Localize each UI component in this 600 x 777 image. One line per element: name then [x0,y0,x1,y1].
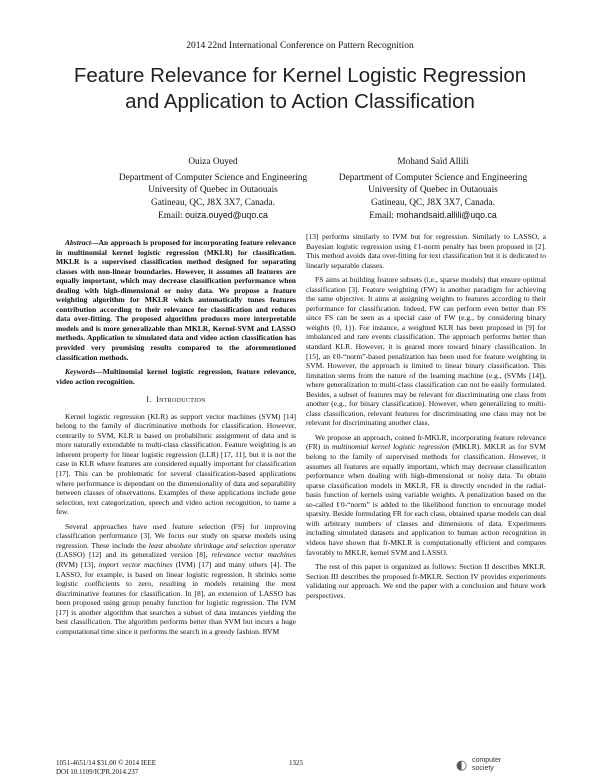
left-column [56,238,296,641]
author-address: Gatineau, QC, J8X 3X7, Canada. [371,197,495,208]
text-run: (MKLR). MKLR as for SVM belong to the family of supervised methods for classification. However, it assumes all features are equally important, which may decrease classification performance when dealing with high-dimensional or noisy data. To obtain sparse classification models in MKLR, FR is directly encoded in the radial-basis function of kernels using variable weights. A penalization based on the so-called ℓ0-“norm” is added to the likelihood function to encourage model sparsity. Beside formulating FR for each class, obtained sparse models can deal with arbitrary numbers of classes and dimensions of data. Experiments including simulated datasets and application to human action recognition in videos have shown that fr-MKLR is computationally efficient and compares favorably to MKLR, kernel SVM and LASSO. [306,442,546,557]
right-column [306,232,546,605]
logo-line-2: society [472,764,494,772]
author-email-line [318,209,548,223]
italic-term: import vector machines [98,559,173,569]
computer-society-logo [456,757,546,775]
text-run: (RVM) [13], [56,559,99,569]
author-name: Ouiza Ouyed [188,157,238,167]
email-label: Email: [369,211,395,221]
text-run: Several approaches have used feature selection (FS) for improving classification performance [3]. We focus our study on sparse models using regression. These include the [56,521,296,550]
footer-doi: DOI 10.1109/ICPR.2014.237 [56,768,139,776]
conference-header: 2014 22nd International Conference on Pattern Recognition [186,41,414,51]
title-line-2: and Application to Action Classification [125,90,475,113]
author-university: University of Quebec in Outaouais [368,185,498,195]
author-name: Mohand Saïd Allili [397,157,469,167]
italic-term: least absolute shrinkage and selection operator [148,540,296,550]
section-number: I. [146,395,152,405]
paper-title [30,63,570,115]
paragraph [56,522,296,637]
page-number: 1325 [289,759,303,767]
footer-issn: 1051-4651/14 $31.00 © 2014 IEEE [56,759,157,767]
title-line-1: Feature Relevance for Kernel Logistic Regression [73,64,527,87]
keywords [56,367,296,386]
author-block-1 [98,156,328,223]
paragraph: FS aims at building feature subsets (i.e., sparse models) that ensure optimal classification [3]. Feature weighting (FW) is another paradigm for achieving the same objective. It aims at assigning weights to features according to their performance for classification. Indeed, FW can perform even better than FS since FS can be seen as a special case of FW (e.g., by considering binary weights {0, 1}). For instance, a weighted KLR has been proposed in [9] for imbalanced and rare events classification. The approach performs better than standard KLR. However, it is geared more toward binary classification. In [15], an ℓ0-“norm”-based penalization has been used for feature weighting in SVM. However, the approach is limited to linear binary classification. This limitation stems from the nature of the learning machine (e.g., (SVMs [14]), where generalization to multi-class classification can not be easily formulated. Besides, a subset of features may be relevant for discriminating one class from another (e.g., for binary classification). However, when generalizing to multi-class classification, relevant features for discriminating one class may not be relevant for discriminating another class. [306,275,546,428]
footer-copyright [56,759,156,777]
keywords-label: Keywords [65,367,96,377]
author-block-2 [318,156,548,223]
italic-term: relevance vector machines [211,550,296,560]
author-address: Gatineau, QC, J8X 3X7, Canada. [151,197,275,208]
author-email-line [98,209,328,223]
abstract-text: —An approach is proposed for incorporating feature relevance in multinomial kernel logistic regression (MKLR) for classification. MKLR is a supervised classification method designed for separating classes with non-linear boundaries. However, it assumes all features are equally important, which may decrease classification performance when dealing with high-dimensional or noisy data. We propose a feature weighting algorithm for MKLR which automatically tunes features contribution according to their relevance for classification and reduces data over-fitting. The proposed algorithm produces more interpretable models and is more generalizable than MKLR, Kernel-SVM and LASSO methods. Application to simulated data and video action classification has provided very promising results compared to the aforementioned classification methods. [56,238,296,362]
author-department: Department of Computer Science and Engineering [118,172,308,183]
email-label: Email: [158,211,183,221]
section-title: Introduction [156,395,206,405]
keywords-text: —Multinomial kernel logistic regression, feature relevance, video action recognition. [56,367,296,386]
text-run: (IVM) [17] and many others [4]. The LASSO, for example, is based on linear logistic regression. It shrinks some logistic coefficients to zero, resulting in models retaining the most discriminative features for classification. In [8], an extension of LASSO has been proposed using group penalty function for logistic regression. The IVM [17] is another algorithm that searches a subset of data instances yielding the best classification. The algorithm performs better than SVM but incurs a huge computational time since it performs the search in a greedy fashion. RVM [56,559,296,636]
logo-text [472,757,501,772]
text-run: (LASSO) [12] and its generalized version [8], [56,550,212,560]
section-heading [56,395,296,405]
abstract [56,238,296,362]
italic-term: multinomial kernel logistic regression [331,442,450,452]
paragraph: The rest of this paper is organized as follows: Section II describes MKLR. Section III describes the proposed fr-MKLR. Section IV provides experiments validating our approach. We end the paper with a conclusion and future work perspectives. [306,562,546,600]
author-email[interactable]: mohandsaid.allili@uqo.ca [396,210,497,220]
text-run: We propose an approach, coined fr-MKLR, incorporating feature relevance (FR) in [306,432,546,452]
abstract-label: Abstract [65,238,91,247]
logo-icon: ◐ [456,758,468,773]
paragraph: Kernel logistic regression (KLR) as support vector machines (SVM) [14] belong to the family of discriminative methods for classification. However, contrarily to SVM, KLR is based on probabilistic assignment of data and is more naturally extendable to multi-class classification. Feature weighting is an inherent property for linear logistic regression (LLR) [17, 11], but it is not the case in KLR where features are considered equally important for classification [17]. This can be problematic for several classification-based applications where performance is dependant on the dimensionality of data and separability between classes of observations. Examples of these applications include gene selection, text categorization, speech and video action recognition, to name a few. [56,411,296,517]
author-university: University of Quebec in Outaouais [148,185,278,195]
author-department: Department of Computer Science and Engineering [338,172,528,183]
author-email[interactable]: ouiza.ouyed@uqo.ca [185,210,268,220]
logo-line-1: computer [472,757,502,764]
paragraph [306,433,546,557]
paragraph: [13] performs similarly to IVM but for regression. Similarly to LASSO, a Bayesian logistic regression using ℓ1-norm penalty has been proposed in [2]. This method avoids data over-fitting for text classification but it is dedicated to linearly separable classes. [306,232,546,270]
